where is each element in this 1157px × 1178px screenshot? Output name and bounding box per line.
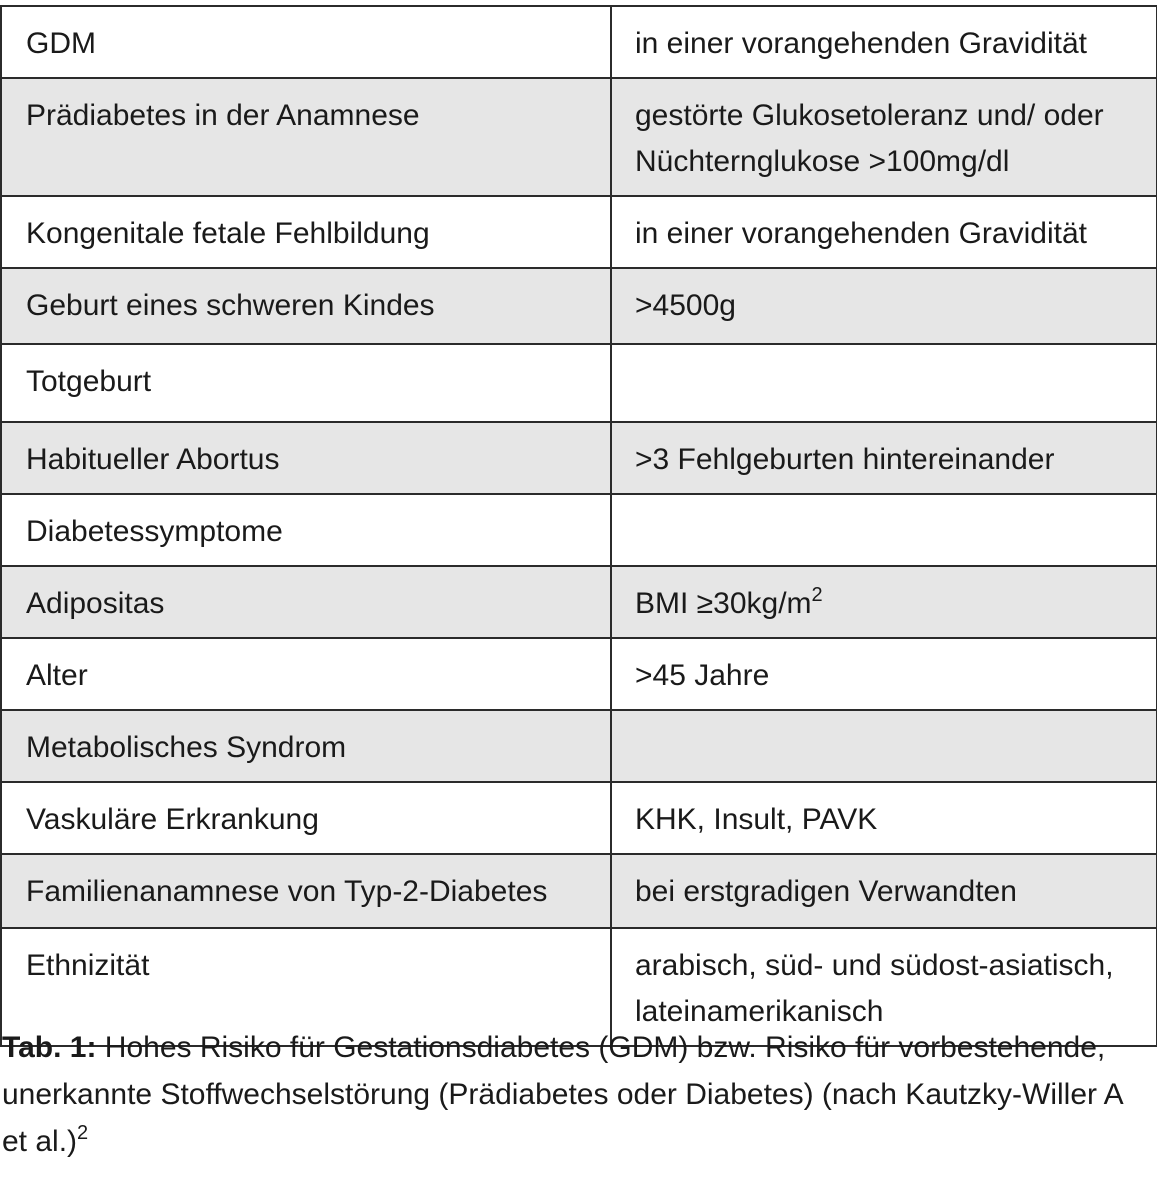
risk-factor-table — [0, 5, 1157, 1047]
risk-detail-cell — [611, 638, 1157, 710]
risk-factor-cell: Totgeburt — [1, 344, 611, 422]
caption-label: Tab. 1: — [2, 1031, 97, 1064]
table-caption — [2, 1024, 1152, 1165]
risk-detail-cell — [611, 566, 1157, 638]
caption-reference-superscript: 2 — [77, 1122, 89, 1144]
risk-factor-cell: Adipositas — [1, 566, 611, 638]
risk-detail-cell — [611, 494, 1157, 566]
risk-factor-cell: Prädiabetes in der Anamnese — [1, 78, 611, 196]
risk-detail-text: bei erstgradigen Verwandten — [635, 875, 1017, 908]
table-row — [1, 78, 1157, 196]
risk-factor-cell: Geburt eines schweren Kindes — [1, 268, 611, 344]
risk-factor-cell: Ethnizität — [1, 928, 611, 1046]
risk-factor-cell: Vaskuläre Erkrankung — [1, 782, 611, 854]
table-row — [1, 638, 1157, 710]
risk-detail-text: >3 Fehlgeburten hintereinander — [635, 443, 1055, 476]
risk-factor-cell: Kongenitale fetale Fehlbildung — [1, 196, 611, 268]
risk-detail-superscript: 2 — [811, 584, 823, 606]
risk-detail-text: >45 Jahre — [635, 659, 770, 692]
risk-factor-cell: Familienanamnese von Typ-2-Diabetes — [1, 854, 611, 928]
table-row — [1, 494, 1157, 566]
risk-detail-text: BMI ≥30kg/m — [635, 587, 812, 620]
risk-table-body — [1, 6, 1157, 1046]
table-row — [1, 782, 1157, 854]
risk-detail-cell — [611, 710, 1157, 782]
risk-detail-cell — [611, 854, 1157, 928]
risk-factor-cell: GDM — [1, 6, 611, 78]
risk-detail-cell — [611, 78, 1157, 196]
risk-detail-cell — [611, 782, 1157, 854]
risk-detail-text: in einer vorangehenden Gravidität — [635, 217, 1087, 250]
table-row — [1, 344, 1157, 422]
table-row — [1, 196, 1157, 268]
risk-detail-cell — [611, 422, 1157, 494]
table-row — [1, 566, 1157, 638]
risk-detail-text: gestörte Glukosetoleranz und/ oder Nüchternglukose >100mg/dl — [635, 99, 1104, 178]
table-row — [1, 268, 1157, 344]
table-row — [1, 854, 1157, 928]
risk-factor-cell: Diabetessymptome — [1, 494, 611, 566]
table-row — [1, 422, 1157, 494]
risk-detail-text: in einer vorangehenden Gravidität — [635, 27, 1087, 60]
table-row — [1, 710, 1157, 782]
risk-detail-text: arabisch, süd- und südost-asiatisch, lateinamerikanisch — [635, 949, 1114, 1028]
caption-text: Hohes Risiko für Gestationsdiabetes (GDM) bzw. Risiko für vorbestehende, unerkannte Stoffwechselstörung (Prädiabetes oder Diabetes) (nach Kautzky-Willer A et al.) — [2, 1031, 1123, 1158]
table-row — [1, 6, 1157, 78]
risk-factor-cell: Metabolisches Syndrom — [1, 710, 611, 782]
risk-detail-text: >4500g — [635, 289, 736, 322]
risk-detail-text: KHK, Insult, PAVK — [635, 803, 878, 836]
risk-factor-cell: Habitueller Abortus — [1, 422, 611, 494]
risk-detail-cell — [611, 344, 1157, 422]
risk-detail-cell — [611, 6, 1157, 78]
risk-detail-cell — [611, 268, 1157, 344]
risk-detail-cell — [611, 196, 1157, 268]
risk-factor-cell: Alter — [1, 638, 611, 710]
